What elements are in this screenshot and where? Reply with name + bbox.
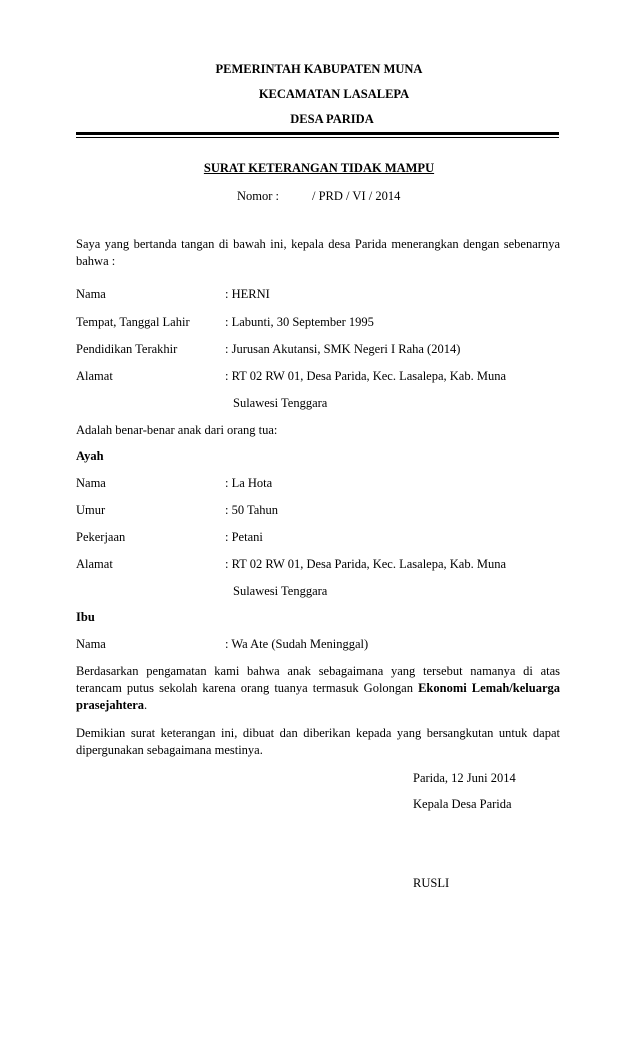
parents-intro: Adalah benar-benar anak dari orang tua:: [76, 423, 278, 437]
person-nama-value: : HERNI: [225, 287, 270, 301]
intro-paragraph: Saya yang bertanda tangan di bawah ini, kepala desa Parida menerangkan dengan sebenarnya bahwa :: [76, 237, 560, 268]
ayah-alamat-value: : RT 02 RW 01, Desa Parida, Kec. Lasalepa, Kab. Muna: [225, 557, 507, 571]
ayah-umur-value: : 50 Tahun: [225, 503, 279, 517]
ayah-alamat-value-line2: Sulawesi Tenggara: [233, 584, 328, 598]
conclusion-bold: Ekonomi Lemah/keluarga prasejahtera: [76, 681, 560, 712]
ibu-heading: Ibu: [76, 610, 95, 624]
person-ttl-label: Tempat, Tanggal Lahir: [76, 315, 190, 329]
signature-position: Kepala Desa Parida: [413, 797, 512, 811]
ayah-pekerjaan-label: Pekerjaan: [76, 530, 126, 544]
person-ttl-value: : Labunti, 30 September 1995: [225, 315, 374, 329]
person-alamat-label: Alamat: [76, 369, 113, 383]
ayah-nama-value: : La Hota: [225, 476, 273, 490]
ayah-alamat-label: Alamat: [76, 557, 113, 571]
letter-title: [0, 161, 638, 176]
header-district: KECAMATAN LASALEPA: [258, 87, 410, 101]
letterhead-rule-thick: [76, 132, 559, 135]
ayah-heading: Ayah: [76, 449, 104, 463]
person-alamat-value-line2: Sulawesi Tenggara: [233, 396, 328, 410]
nomor-label: Nomor :: [237, 189, 280, 203]
person-pendidikan-label: Pendidikan Terakhir: [76, 342, 178, 356]
ibu-nama-value: : Wa Ate (Sudah Meninggal): [225, 637, 369, 651]
closing-paragraph: Demikian surat keterangan ini, dibuat dan diberikan kepada yang bersangkutan untuk dapat dipergunakan sebagaimana mestinya.: [76, 726, 560, 757]
header-village: DESA PARIDA: [290, 112, 374, 126]
conclusion-text: Berdasarkan pengamatan kami bahwa anak sebagaimana yang tersebut namanya di atas terancam putus sekolah karena orang tuanya termasuk Golongan: [76, 664, 560, 695]
nomor-value: / PRD / VI / 2014: [312, 189, 401, 203]
ayah-pekerjaan-value: : Petani: [225, 530, 263, 544]
ayah-umur-label: Umur: [76, 503, 106, 517]
conclusion-paragraph: [76, 663, 560, 714]
ibu-nama-label: Nama: [76, 637, 106, 651]
person-pendidikan-value: : Jurusan Akutansi, SMK Negeri I Raha (2014): [225, 342, 461, 356]
header-government: PEMERINTAH KABUPATEN MUNA: [215, 62, 423, 76]
person-nama-label: Nama: [76, 287, 106, 301]
person-alamat-value: : RT 02 RW 01, Desa Parida, Kec. Lasalepa, Kab. Muna: [225, 369, 507, 383]
ayah-nama-label: Nama: [76, 476, 106, 490]
signature-name: RUSLI: [413, 876, 450, 890]
letterhead-rule-thin: [76, 137, 559, 138]
letter-title-text: SURAT KETERANGAN TIDAK MAMPU: [203, 161, 435, 175]
signature-place-date: Parida, 12 Juni 2014: [413, 771, 516, 785]
conclusion-end: .: [144, 698, 148, 712]
